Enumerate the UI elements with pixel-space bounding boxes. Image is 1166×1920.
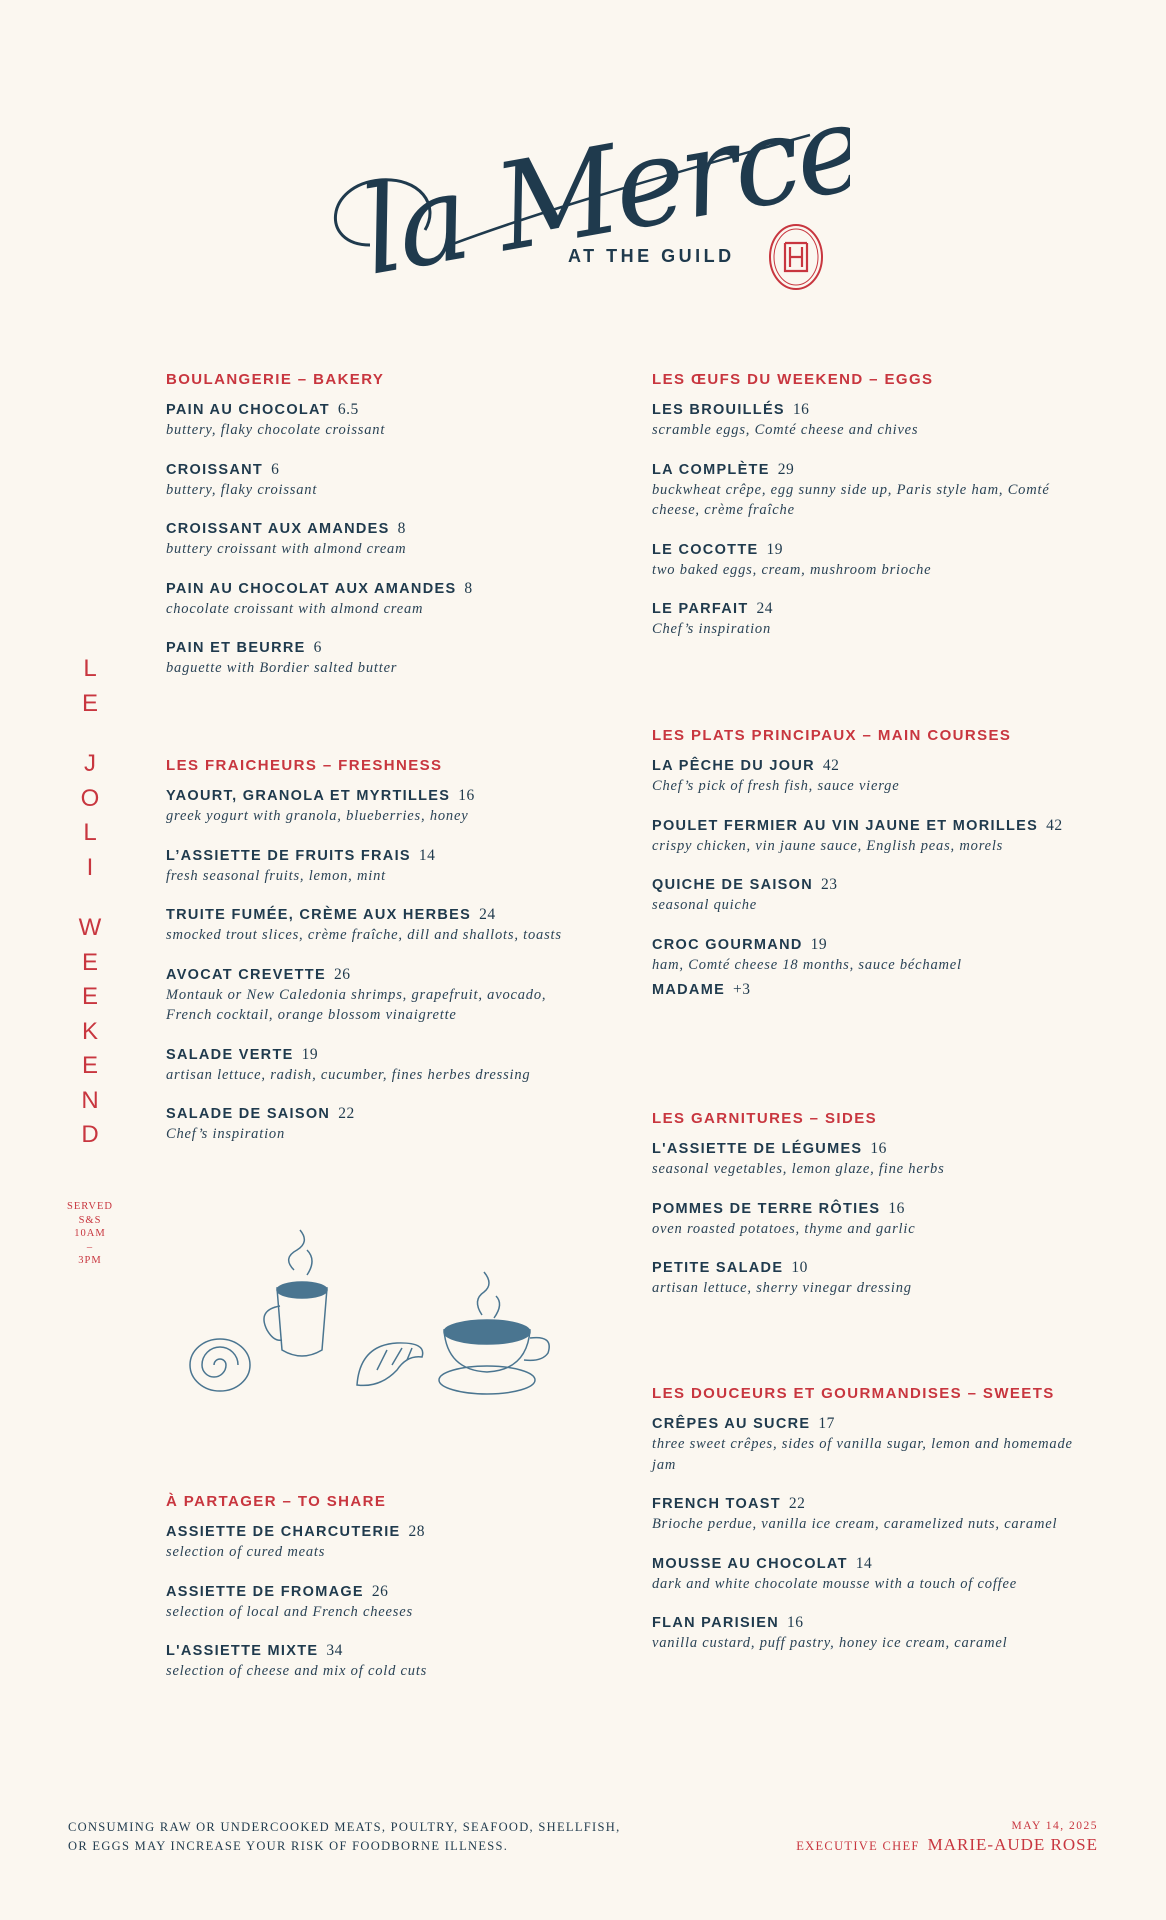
banner-letter: E [81, 948, 98, 976]
menu-item-price: 16 [870, 1140, 887, 1157]
banner-letter: W [78, 914, 102, 941]
menu-item-heading [652, 540, 1092, 560]
menu-item-heading [652, 935, 1092, 955]
menu-item-description: selection of cured meats [166, 1544, 326, 1560]
menu-item-price: 24 [756, 600, 774, 617]
food-safety-disclaimer [68, 1818, 708, 1856]
menu-item-heading [652, 1258, 1092, 1278]
menu-item-description: artisan lettuce, radish, cucumber, fines herbes dressing [166, 1066, 531, 1083]
menu-item-description: selection of local and French cheeses [166, 1603, 413, 1620]
served-line: S&S [78, 1214, 102, 1226]
menu-item-heading [652, 400, 1092, 420]
menu-item-heading [166, 1045, 586, 1065]
menu-item-description: seasonal vegetables, lemon glaze, fine herbs [652, 1161, 945, 1177]
menu-item-heading [166, 638, 586, 658]
menu-item-description: oven roasted potatoes, thyme and garlic [652, 1220, 916, 1237]
menu-item-price: 8 [397, 520, 406, 537]
menu-item-name: SALADE VERTE [166, 1046, 294, 1063]
menu-item-name: LES BROUILLÉS [652, 402, 785, 418]
menu-item-price: 28 [408, 1523, 426, 1540]
logo-subtitle: AT THE GUILD [568, 246, 735, 266]
section-title: LES GARNITURES – SIDES [652, 1110, 878, 1127]
menu-item-name: L'ASSIETTE MIXTE [166, 1643, 319, 1659]
menu-item-name: AVOCAT CREVETTE [166, 966, 326, 983]
menu-item-description: buttery, flaky chocolate croissant [166, 422, 386, 438]
cup-saucer-icon [439, 1272, 549, 1394]
menu-item-price: 16 [792, 401, 810, 418]
menu-item-heading [166, 965, 586, 985]
menu-item [166, 460, 586, 501]
menu-item-heading [166, 400, 586, 420]
banner-letter: L [83, 819, 97, 846]
menu-item-heading [652, 1139, 1092, 1159]
menu-item [652, 1414, 1092, 1475]
menu-item-heading [652, 460, 1092, 480]
menu-item-name: POMMES DE TERRE RÔTIES [652, 1200, 881, 1217]
menu-item-description: chocolate croissant with almond cream [166, 600, 424, 617]
menu-item-name: PAIN AU CHOCOLAT [166, 402, 330, 418]
menu-item-name: L’ASSIETTE DE FRUITS FRAIS [166, 847, 411, 864]
menu-item-heading [652, 980, 1092, 1000]
breakfast-illustration [182, 1220, 552, 1405]
menu-item-heading [166, 1582, 586, 1602]
menu-item-name: TRUITE FUMÉE, CRÈME AUX HERBES [166, 907, 472, 923]
logo-text: la Mercerie [351, 95, 850, 275]
menu-item-price: +3 [733, 981, 751, 998]
served-line: SERVED [67, 1201, 113, 1212]
section-title: LES DOUCEURS ET GOURMANDISES – SWEETS [652, 1385, 1055, 1402]
menu-item-heading [166, 579, 586, 599]
menu-item-description: greek yogurt with granola, blueberries, honey [166, 808, 469, 824]
menu-item [166, 1582, 586, 1623]
menu-item-name: YAOURT, GRANOLA ET MYRTILLES [166, 788, 451, 804]
menu-item [652, 1258, 1092, 1299]
menu-item-heading [652, 756, 1092, 776]
menu-item-name: PAIN AU CHOCOLAT AUX AMANDES [166, 580, 457, 597]
menu-item-price: 14 [418, 846, 436, 864]
menu-item [652, 935, 1092, 976]
menu-item-description: seasonal quiche [652, 897, 758, 913]
menu-item-price: 22 [788, 1495, 806, 1512]
served-line: 10AM [74, 1228, 106, 1239]
cinnamon-roll-icon [190, 1339, 250, 1391]
menu-item-description: fresh seasonal fruits, lemon, mint [166, 867, 386, 884]
menu-item [166, 905, 586, 946]
menu-item-name: POULET FERMIER AU VIN JAUNE ET MORILLES [652, 817, 1039, 834]
guild-seal-icon [768, 223, 824, 291]
menu-item [652, 460, 1092, 521]
menu-item [166, 965, 586, 1026]
served-line: 3PM [78, 1255, 102, 1266]
banner-letter: O [80, 784, 100, 812]
menu-item-heading [166, 519, 586, 539]
croissant-icon [357, 1343, 423, 1385]
menu-item-price: 24 [479, 906, 496, 923]
menu-item [166, 1522, 586, 1563]
menu-item [652, 599, 1092, 640]
menu-item-heading [652, 1613, 1092, 1633]
section-bakery [166, 371, 586, 698]
menu-item-price: 22 [338, 1105, 355, 1122]
menu-item [652, 980, 1092, 1000]
menu-item-description: vanilla custard, puff pastry, honey ice cream, caramel [652, 1635, 1008, 1651]
menu-item-heading [166, 1104, 586, 1124]
menu-item-description: baguette with Bordier salted butter [166, 660, 398, 676]
menu-item-description: Brioche perdue, vanilla ice cream, caramelized nuts, caramel [652, 1516, 1058, 1532]
menu-item-name: LA PÊCHE DU JOUR [652, 758, 815, 774]
section-title: LES ŒUFS DU WEEKEND – EGGS [652, 371, 934, 388]
menu-item-description: crispy chicken, vin jaune sauce, English peas, morels [652, 837, 1004, 854]
menu-item-name: SALADE DE SAISON [166, 1106, 331, 1122]
section-title: BOULANGERIE – BAKERY [166, 371, 385, 388]
menu-item [166, 638, 586, 679]
menu-item [652, 875, 1092, 916]
menu-item-name: CROISSANT [166, 461, 264, 478]
menu-item-price: 19 [810, 935, 828, 953]
menu-item-name: FRENCH TOAST [652, 1496, 781, 1512]
banner-letter: E [81, 689, 98, 717]
disclaimer-line-2: OR EGGS MAY INCREASE YOUR RISK OF FOODBORNE ILLNESS. [68, 1839, 509, 1853]
section-main-courses [652, 727, 1092, 1019]
section-sides [652, 1110, 1092, 1318]
banner-letter: D [81, 1121, 99, 1148]
menu-item-description: buttery, flaky croissant [166, 481, 318, 498]
menu-item-price: 10 [791, 1259, 808, 1276]
menu-item [652, 400, 1092, 441]
menu-item-price: 17 [818, 1415, 835, 1432]
section-title: LES PLATS PRINCIPAUX – MAIN COURSES [652, 727, 1012, 744]
menu-item [166, 519, 586, 560]
menu-item-name: LE PARFAIT [652, 601, 749, 617]
menu-item-heading [652, 599, 1092, 619]
menu-item-price: 8 [464, 579, 473, 597]
menu-item [652, 1199, 1092, 1240]
menu-item-description: Chef’s pick of fresh fish, sauce vierge [652, 778, 900, 794]
menu-item [166, 786, 586, 827]
section-title: LES FRAICHEURS – FRESHNESS [166, 757, 443, 774]
menu-item-price: 26 [371, 1582, 389, 1600]
menu-item [652, 540, 1092, 581]
banner-letter: E [81, 1052, 98, 1079]
chef-name: MARIE-AUDE ROSE [927, 1835, 1098, 1854]
mug-icon [264, 1230, 327, 1356]
menu-item [652, 1613, 1092, 1654]
menu-item-name: FLAN PARISIEN [652, 1615, 779, 1631]
menu-item-heading [652, 875, 1092, 895]
served-hours [62, 1200, 118, 1268]
menu-item-heading [166, 905, 586, 925]
banner-letter: E [81, 983, 98, 1010]
menu-item-description: two baked eggs, cream, mushroom brioche [652, 561, 932, 578]
menu-item-heading [166, 846, 586, 866]
menu-item [166, 1045, 586, 1086]
menu-item-name: LE COCOTTE [652, 541, 759, 558]
menu-item-price: 6 [271, 460, 280, 478]
menu-item-price: 19 [301, 1045, 319, 1063]
menu-item-heading [166, 1641, 586, 1661]
banner-letter: K [81, 1017, 98, 1045]
menu-item-name: LA COMPLÈTE [652, 461, 770, 478]
section-freshness [166, 757, 586, 1164]
menu-item-description: Chef’s inspiration [652, 621, 771, 637]
menu-item-description: buckwheat crêpe, egg sunny side up, Paris style ham, Comté cheese, crème fraîche [652, 481, 1050, 518]
menu-item-name: MADAME [652, 982, 726, 998]
menu-item [166, 400, 586, 441]
menu-item-name: CROC GOURMAND [652, 936, 803, 953]
section-title: À PARTAGER – TO SHARE [166, 1493, 387, 1510]
menu-item-description: Montauk or New Caledonia shrimps, grapefruit, avocado, French cocktail, orange blossom vinaigrette [166, 986, 547, 1023]
menu-item [652, 1554, 1092, 1595]
menu-item [652, 816, 1092, 857]
menu-item-description: ham, Comté cheese 18 months, sauce béchamel [652, 956, 962, 973]
menu-item-name: CRÊPES AU SUCRE [652, 1416, 811, 1432]
menu-item-heading [652, 816, 1092, 836]
served-line: – [86, 1241, 94, 1253]
menu-item-price: 42 [1046, 816, 1063, 834]
banner-letter: N [81, 1086, 99, 1114]
banner-le-joli-weekend [70, 652, 110, 1153]
menu-item [166, 1104, 586, 1145]
menu-item [652, 1139, 1092, 1180]
menu-item-name: PAIN ET BEURRE [166, 640, 306, 656]
menu-item-heading [652, 1554, 1092, 1574]
menu-item [652, 756, 1092, 797]
menu-item-description: scramble eggs, Comté cheese and chives [652, 422, 919, 438]
banner-letter: I [86, 853, 94, 881]
menu-item [166, 579, 586, 620]
menu-item-heading [166, 460, 586, 480]
menu-item-description: artisan lettuce, sherry vinegar dressing [652, 1280, 912, 1296]
menu-item-price: 29 [777, 460, 795, 478]
menu-item-description: three sweet crêpes, sides of vanilla sugar, lemon and homemade jam [652, 1436, 1073, 1473]
menu-item [652, 1494, 1092, 1535]
banner-letter: J [84, 750, 96, 777]
menu-item-price: 34 [326, 1642, 343, 1659]
menu-item-name: ASSIETTE DE CHARCUTERIE [166, 1524, 401, 1540]
menu-item-price: 16 [787, 1614, 804, 1631]
menu-item-price: 23 [821, 876, 838, 893]
menu-item-description: buttery croissant with almond cream [166, 541, 407, 557]
section-eggs [652, 371, 1092, 659]
menu-item-name: ASSIETTE DE FROMAGE [166, 1583, 364, 1600]
menu-item-description: Chef’s inspiration [166, 1126, 285, 1142]
menu-item-name: QUICHE DE SAISON [652, 877, 813, 893]
menu-item-name: CROISSANT AUX AMANDES [166, 521, 390, 537]
menu-item-heading [652, 1494, 1092, 1514]
menu-item [166, 846, 586, 887]
menu-item-price: 6.5 [337, 401, 359, 418]
banner-letter: L [83, 655, 97, 682]
chef-label: EXECUTIVE CHEF [796, 1839, 920, 1853]
menu-item-description: smocked trout slices, crème fraîche, dill and shallots, toasts [166, 927, 562, 943]
menu-item-price: 16 [458, 787, 475, 804]
menu-item-heading [166, 1522, 586, 1542]
menu-item-heading [652, 1414, 1092, 1434]
menu-item-name: MOUSSE AU CHOCOLAT [652, 1555, 848, 1572]
menu-item-heading [166, 786, 586, 806]
menu-item [166, 1641, 586, 1682]
menu-item-description: selection of cheese and mix of cold cuts [166, 1663, 428, 1679]
menu-item-description: dark and white chocolate mousse with a touch of coffee [652, 1575, 1017, 1592]
menu-item-price: 6 [313, 639, 322, 656]
menu-item-price: 19 [766, 540, 783, 558]
menu-item-price: 14 [855, 1554, 873, 1572]
menu-item-price: 42 [822, 757, 840, 774]
menu-date: MAY 14, 2025 [1011, 1820, 1098, 1832]
menu-item-price: 26 [333, 965, 351, 983]
menu-item-name: PETITE SALADE [652, 1260, 784, 1276]
disclaimer-line-1: CONSUMING RAW OR UNDERCOOKED MEATS, POULTRY, SEAFOOD, SHELLFISH, [68, 1820, 621, 1834]
footer-chef-info [796, 1818, 1098, 1855]
menu-item-price: 16 [888, 1199, 905, 1217]
menu-item-heading [652, 1199, 1092, 1219]
menu-item-name: L'ASSIETTE DE LÉGUMES [652, 1141, 863, 1157]
section-sweets [652, 1385, 1092, 1673]
section-to-share [166, 1493, 586, 1701]
